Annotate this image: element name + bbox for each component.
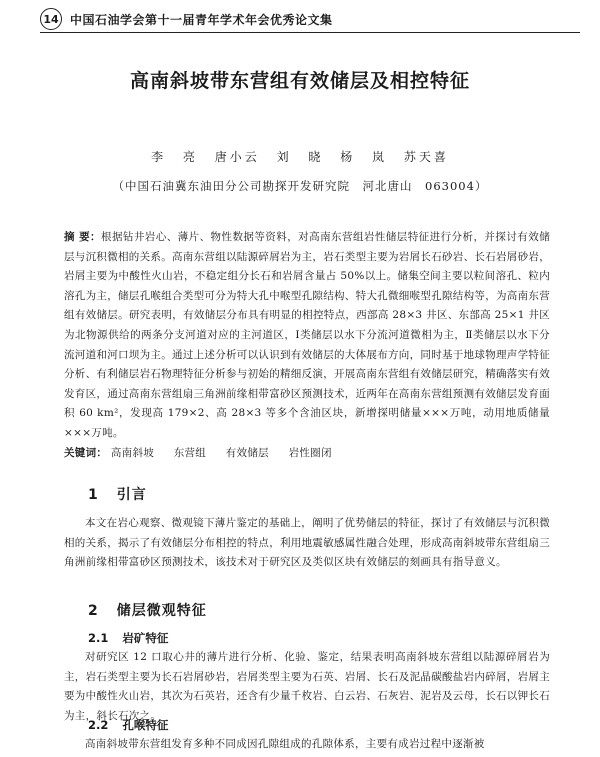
subsection-heading [88, 717, 168, 733]
author: 唐小云 [214, 150, 260, 164]
keyword: 高南斜坡 [110, 447, 155, 459]
keyword: 岩性圈闭 [288, 447, 332, 459]
abstract [64, 228, 550, 444]
subsection-paragraph: 高南斜坡带东营组发育多种不同成因孔隙组成的孔隙体系，主要有成岩过程中逐渐被 [85, 738, 485, 750]
section-paragraph: 本文在岩心观察、微观镜下薄片鉴定的基础上，阐明了优势储层的特征，探讨了有效储层与沉积微相的关系，揭示了有效储层分布相控的特点，利用地震敏感属性融合处理，形成高南斜坡带东营组扇三角洲前缘相带富砂区预测技术，该技术对于研究区及类似区块有效储层的刻画具有指导意义。 [64, 517, 550, 569]
keyword: 有效储层 [225, 447, 269, 459]
section-heading [88, 484, 147, 504]
author: 刘 晓 [276, 150, 324, 164]
keyword: 东营组 [173, 447, 207, 459]
author: 苏天喜 [403, 150, 449, 164]
subsection-number: 2.1 [88, 631, 109, 645]
section-number: 1 [88, 487, 99, 503]
abstract-text: 根据钻井岩心、薄片、物性数据等资料，对高南东营组岩性储层特征进行分析，并探讨有效储层与沉积微相的关系。高南东营组以陆源碎屑岩为主，岩石类型主要为岩屑长石砂岩、长石岩屑砂岩，岩屑主要为中酸性火山岩，不稳定组分长石和岩屑含量占 50%以上。储集空间主要以粒间溶孔、粒内溶孔为主，储层孔喉组合类型可分为特大孔中喉型孔隙结构、特大孔微细喉型孔隙结构等，为高南东营组有效储层。研究表明，有效储层分布具有明显的相控特点，西部高 28×3 井区、东部高 25×1 井区为北物源供给的两条分支河道对应的主河道区，Ⅰ类储层以水下分流河道微相为主，Ⅱ类储层以水下分流河道和河口坝为主。通过上述分析可以认识到有效储层的大体展布方向，同时基于地球物理声学特征分析、有利储层岩石物理特征分析参与初始的精细反演，开展高南东营组有效储层研究，精确落实有效发育区，通过高南东营组扇三角洲前缘相带富砂区预测技术，近两年在高南东营组预测有效储层发育面积 60 km²，发现高 179×2、高 28×3 等多个含油区块，新增探明储量×××万吨，动用地质储量×××万吨。 [64, 231, 550, 439]
page-number: 14 [40, 8, 62, 30]
author: 杨 岚 [340, 150, 388, 164]
keywords [64, 445, 550, 460]
subsection-paragraph: 对研究区 12 口取心井的薄片进行分析、化验、鉴定，结果表明高南斜坡东营组以陆源碎屑岩为主，岩石类型主要为长石岩屑砂岩，岩屑类型主要为石英、岩屑、长石及泥晶碳酸盐岩内碎屑，岩屑主要为中酸性火山岩，其次为石英岩，还含有少量千枚岩、白云岩、石灰岩、泥岩及云母，长石以钾长石为主，斜长石次之。 [64, 651, 550, 722]
author-list [0, 148, 600, 165]
journal-title: 中国石油学会第十一届青年学术年会优秀论文集 [70, 12, 333, 27]
header-rule [40, 32, 580, 33]
affiliation: （中国石油冀东油田分公司勘探开发研究院 河北唐山 063004） [112, 179, 488, 193]
subsection-title: 孔喉特征 [122, 718, 169, 732]
subsection-number: 2.2 [88, 718, 109, 732]
section-number: 2 [88, 603, 99, 619]
abstract-label: 摘 要： [64, 231, 101, 243]
keywords-label: 关键词： [64, 447, 108, 459]
running-header [40, 6, 580, 32]
section-title: 引言 [116, 487, 147, 503]
paper-title: 高南斜坡带东营组有效储层及相控特征 [129, 70, 470, 92]
subsection-heading [88, 630, 168, 646]
author: 李 亮 [151, 150, 198, 164]
subsection-title: 岩矿特征 [122, 631, 169, 645]
section-heading [88, 600, 207, 620]
section-title: 储层微观特征 [116, 603, 207, 619]
